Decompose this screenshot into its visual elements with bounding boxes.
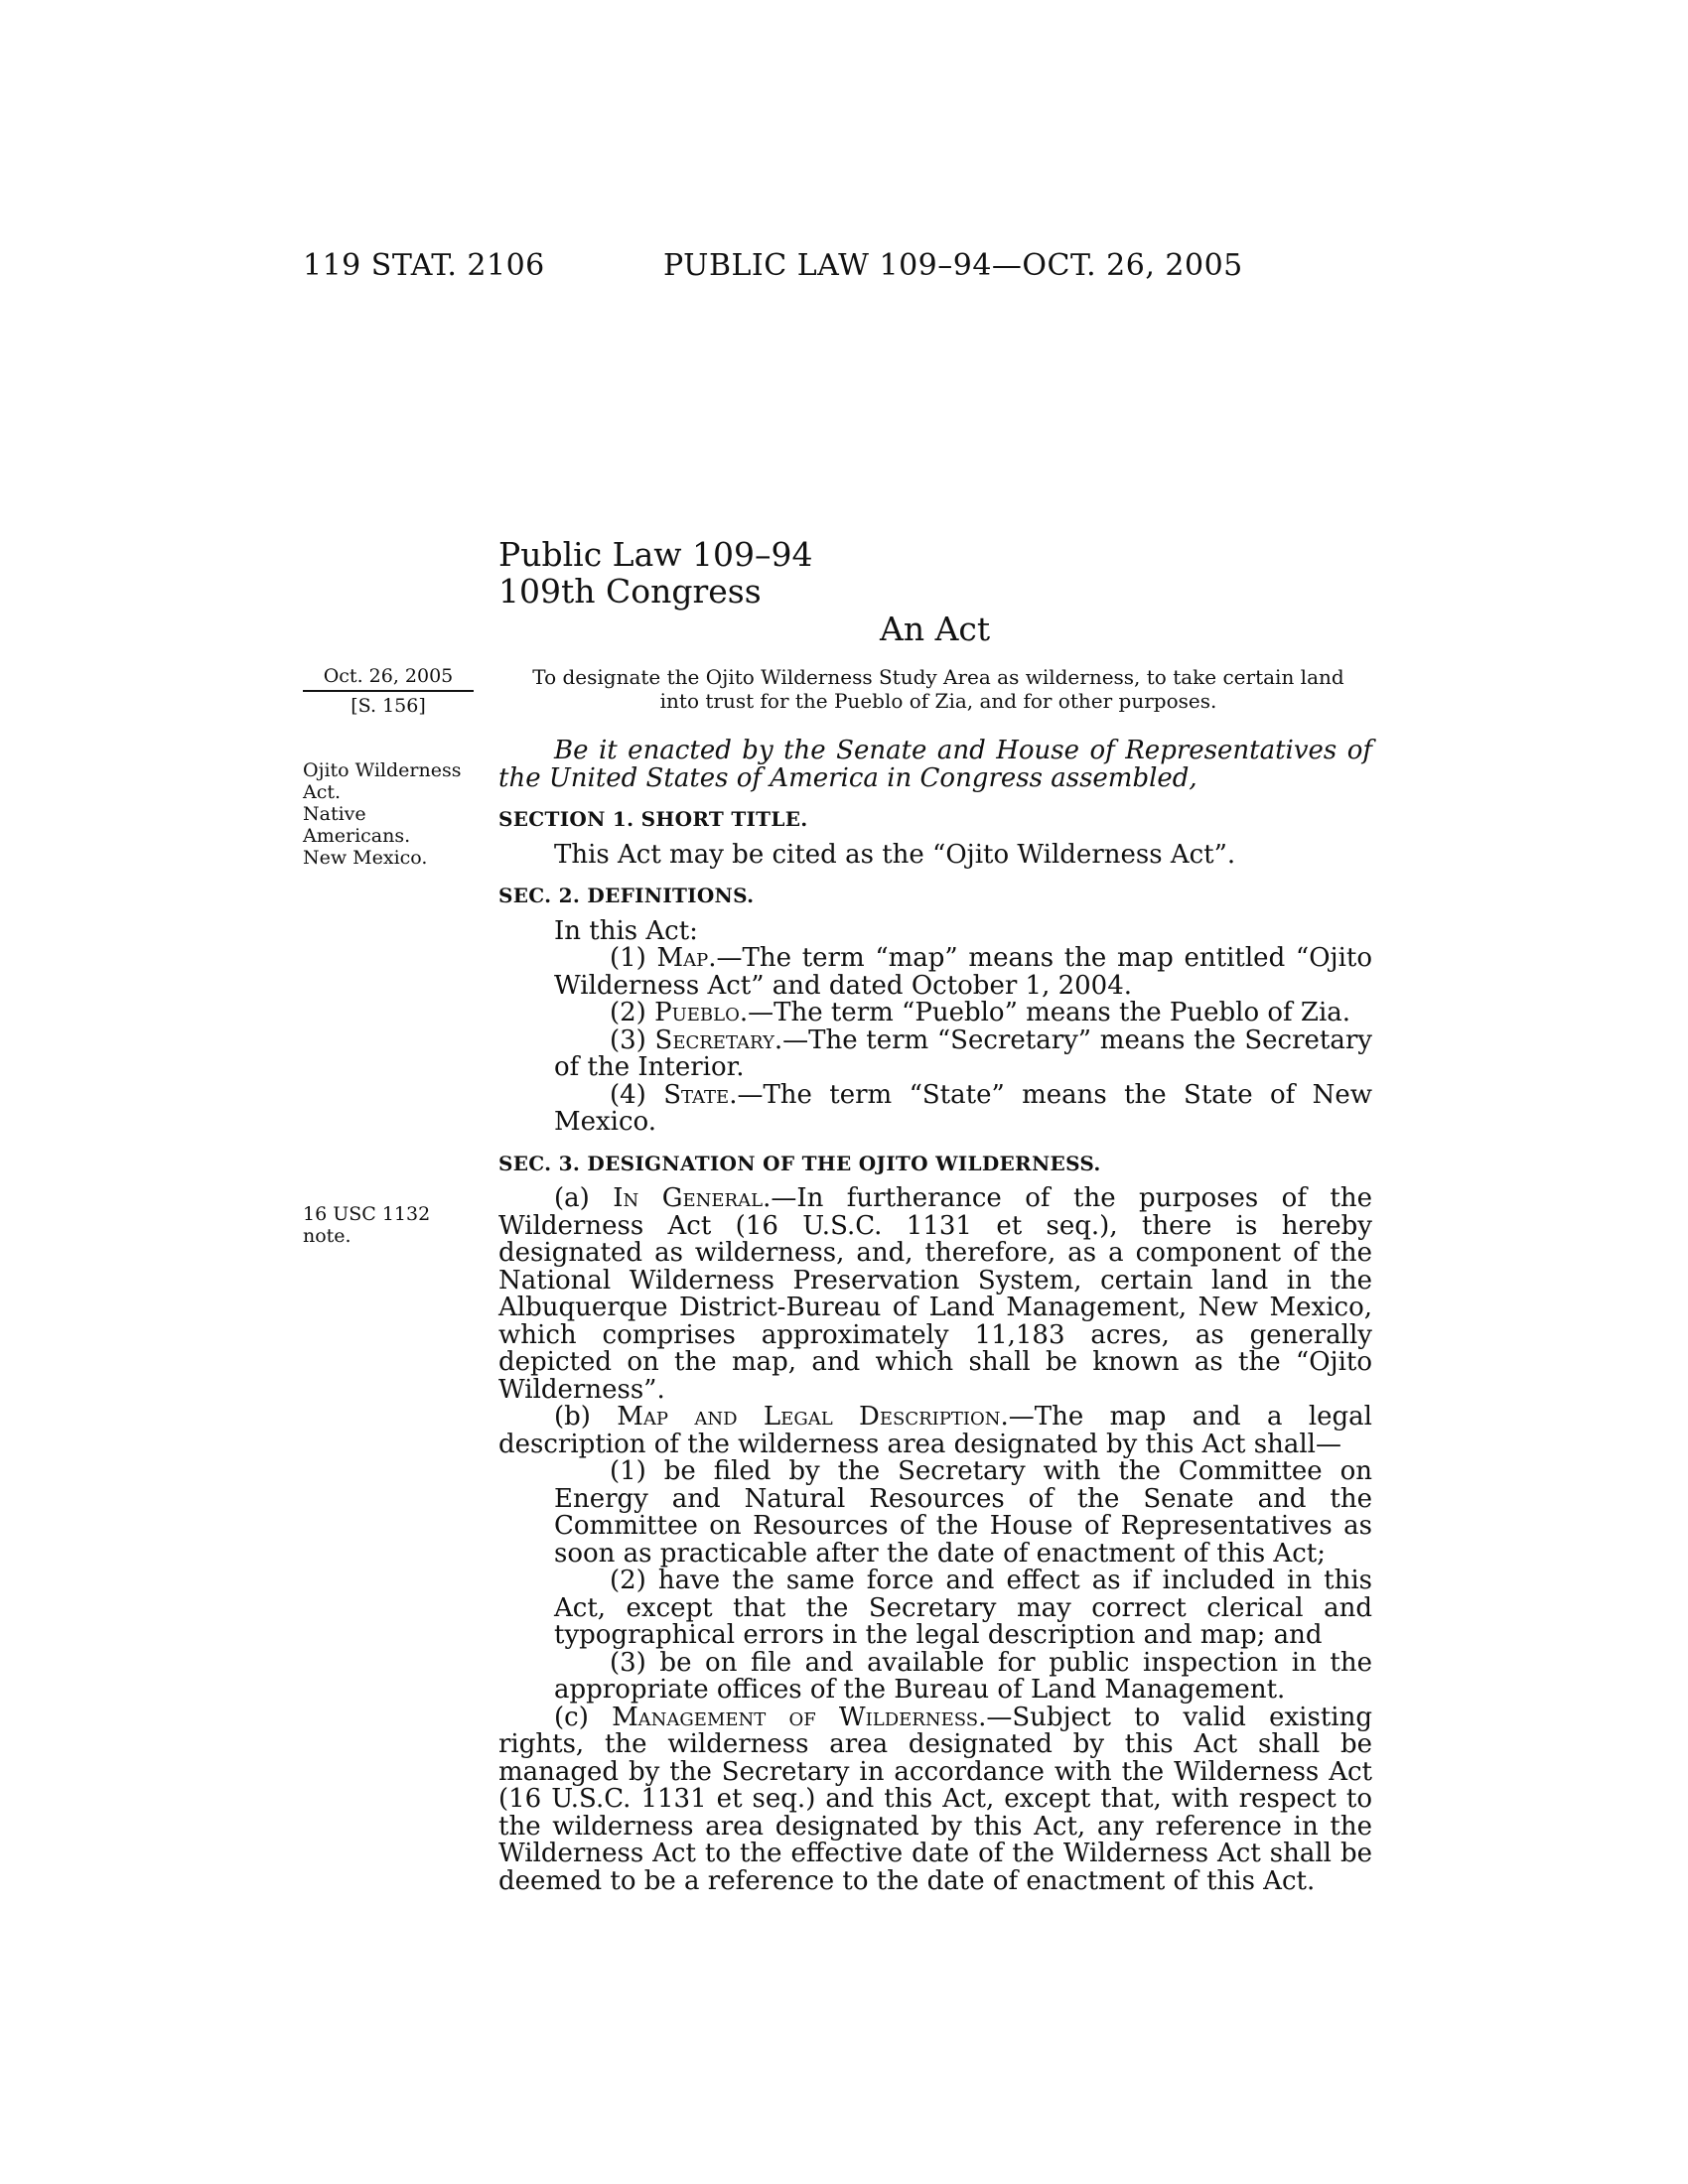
margin-note: New Mexico. bbox=[303, 847, 428, 869]
subsection-text: .—Subject to valid existing rights, the wilderness area designated by this Act shall be managed by the Secretary in accordance with the Wilderness Act (16 U.S.C. 1131 et seq.) and this Act, except that, with respect to the wilderness area designated by this Act, any reference in the Wilderness Act to the effective date of the Wilderness Act shall be deemed to be a reference to the date of enactment of this Act. bbox=[498, 1702, 1372, 1896]
section-3-heading: SEC. 3. DESIGNATION OF THE OJITO WILDERNESS. bbox=[498, 1151, 1101, 1175]
definition-state bbox=[498, 1079, 1372, 1137]
stat-page-number: 119 STAT. 2106 bbox=[303, 248, 545, 283]
definition-text: .—The term “Pueblo” means the Pueblo of Zia. bbox=[739, 998, 1351, 1027]
purpose-line: into trust for the Pueblo of Zia, and for other purposes. bbox=[659, 689, 1217, 713]
definition-number: (1) bbox=[610, 943, 646, 973]
definition-pueblo bbox=[498, 1000, 1372, 1027]
act-purpose bbox=[516, 665, 1360, 713]
paragraph-b2: (2) have the same force and effect as if included in this Act, except that the Secretary may correct clerical and typographical errors in the legal description and map; and bbox=[554, 1566, 1372, 1650]
definition-number: (4) bbox=[610, 1079, 646, 1110]
section-1-text: This Act may be cited as the “Ojito Wilderness Act”. bbox=[554, 839, 1236, 870]
margin-note: Native bbox=[303, 803, 366, 825]
definition-number: (3) bbox=[610, 1024, 646, 1055]
subsection-term: In General bbox=[613, 1183, 764, 1213]
section-2-intro: In this Act: bbox=[554, 915, 698, 946]
subsection-number: (c) bbox=[554, 1702, 589, 1732]
subsection-c bbox=[498, 1702, 1372, 1896]
subsection-term: Management of Wilderness bbox=[612, 1702, 979, 1732]
definition-text: .—The term “Secretary” means the Secretary of the Interior. bbox=[554, 1024, 1372, 1082]
margin-subject-notes bbox=[303, 759, 470, 869]
subsection-text: .—The map and a legal description of the wilderness area designated by this Act shall— bbox=[498, 1402, 1372, 1459]
act-body bbox=[498, 738, 1372, 1895]
definition-term: Secretary bbox=[654, 1024, 774, 1055]
margin-note: 16 USC 1132 bbox=[303, 1203, 431, 1225]
definition-text: .—The term “map” means the map entitled “Ojito Wilderness Act” and dated October 1, 2004. bbox=[554, 943, 1372, 1001]
subsection-b bbox=[498, 1404, 1372, 1458]
subsection-text: .—In furtherance of the purposes of the Wilderness Act (16 U.S.C. 1131 et seq.), there is hereby designated as wilderness, and, therefore, as a component of the National Wilderness Preservation System, certain land in the Albuquerque District-Bureau of Land Management, New Mexico, which comprises approximately 11,183 acres, as generally depicted on the map, and which shall be known as the “Ojito Wilderness”. bbox=[498, 1183, 1373, 1405]
paragraph-b3: (3) be on file and available for public inspection in the appropriate offices of the Bureau of Land Management. bbox=[554, 1647, 1372, 1705]
congress-number: 109th Congress bbox=[498, 572, 762, 611]
act-heading: An Act bbox=[880, 610, 991, 648]
definition-term: Pueblo bbox=[654, 998, 740, 1027]
running-header-law-date: PUBLIC LAW 109–94—OCT. 26, 2005 bbox=[663, 248, 1243, 283]
law-number: Public Law 109–94 bbox=[498, 535, 813, 574]
subsection-number: (b) bbox=[554, 1402, 591, 1432]
definition-text: .—The term “State” means the State of New Mexico. bbox=[554, 1079, 1372, 1137]
margin-note: Act. bbox=[303, 781, 342, 803]
date-divider bbox=[303, 690, 474, 692]
margin-note: Americans. bbox=[303, 825, 411, 847]
definition-map bbox=[498, 945, 1372, 1000]
margin-note: note. bbox=[303, 1225, 352, 1247]
margin-usc-note bbox=[303, 1203, 470, 1247]
paragraph-b1: (1) be filed by the Secretary with the Committee on Energy and Natural Resources of the Senate and the Committee on Resources of the House of Representatives as soon as practicable after the date of enactment of this Act; bbox=[554, 1456, 1372, 1569]
purpose-line: To designate the Ojito Wilderness Study Area as wilderness, to take certain land bbox=[532, 665, 1344, 689]
margin-note: Ojito Wilderness bbox=[303, 759, 462, 781]
enactment-date-block bbox=[303, 665, 474, 717]
subsection-term: Map and Legal Description bbox=[617, 1402, 1001, 1432]
definition-secretary bbox=[498, 1024, 1372, 1082]
section-1-heading: SECTION 1. SHORT TITLE. bbox=[498, 807, 808, 831]
section-2-heading: SEC. 2. DEFINITIONS. bbox=[498, 884, 755, 907]
subsection-a bbox=[498, 1185, 1372, 1404]
definition-number: (2) bbox=[610, 998, 646, 1027]
bill-number: [S. 156] bbox=[351, 695, 426, 717]
definition-term: Map bbox=[656, 943, 709, 973]
enactment-date: Oct. 26, 2005 bbox=[323, 665, 454, 687]
subsection-number: (a) bbox=[554, 1183, 590, 1213]
enacting-clause: Be it enacted by the Senate and House of Representatives of the United States of America in Congress assembled, bbox=[498, 736, 1372, 793]
definition-term: State bbox=[663, 1079, 730, 1110]
